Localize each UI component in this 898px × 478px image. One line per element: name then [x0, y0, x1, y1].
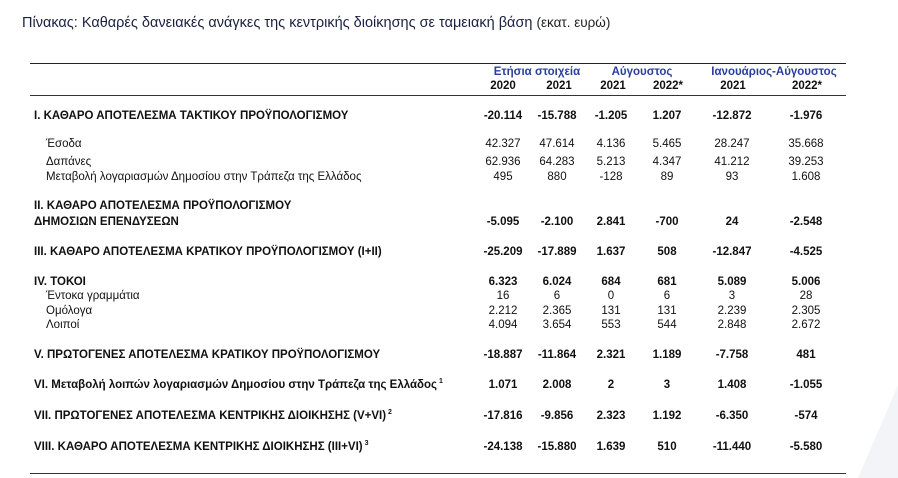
- cell-value: 2.848: [717, 319, 747, 331]
- cell-value: -574: [794, 410, 818, 422]
- header-jan-aug: Ιανουάριος-Αύγουστος: [711, 66, 837, 78]
- cell-value: 131: [601, 305, 621, 317]
- cell-value: 2.365: [542, 305, 572, 317]
- row-label: Μεταβολή λογαριασμών Δημοσίου στην Τράπεζα της Ελλάδος: [46, 171, 362, 183]
- year-header: 2021: [546, 80, 572, 92]
- cell-value: 5.006: [791, 276, 821, 288]
- header-annual: Ετήσια στοιχεία: [493, 66, 581, 78]
- footnote-marker: 2: [386, 409, 392, 417]
- year-header: 2022*: [652, 80, 684, 92]
- cell-value: 1.639: [596, 441, 626, 453]
- cell-value: 64.283: [539, 156, 575, 168]
- cell-value: 47.614: [539, 138, 575, 150]
- cell-value: 1.192: [652, 410, 682, 422]
- cell-value: 0: [607, 290, 615, 302]
- row-label: V. ΠΡΩΤΟΓΕΝΕΣ ΑΠΟΤΕΛΕΣΜΑ ΚΡΑΤΙΚΟΥ ΠΡΟΫΠΟΛΟΓΙΣΜΟΥ: [34, 349, 381, 361]
- cell-value: 508: [657, 246, 677, 258]
- cell-value: -11.864: [537, 349, 577, 361]
- cell-value: 2: [607, 379, 615, 391]
- row-label: VII. ΠΡΩΤΟΓΕΝΕΣ ΑΠΟΤΕΛΕΣΜΑ ΚΕΝΤΡΙΚΗΣ ΔΙΟΙΚΗΣΗΣ (V+VI) $^2$: [34, 409, 392, 422]
- header-august: Αύγουστος: [611, 66, 673, 78]
- cell-value: 6.024: [542, 276, 572, 288]
- cell-value: -700: [655, 216, 679, 228]
- cell-value: -11.440: [712, 441, 752, 453]
- cell-value: 4.347: [652, 156, 682, 168]
- cell-value: -6.350: [715, 410, 749, 422]
- cell-value: 28: [799, 290, 813, 302]
- cell-value: 2.239: [717, 305, 747, 317]
- cell-value: 4.136: [596, 138, 626, 150]
- cell-value: 3.654: [542, 319, 572, 331]
- row-label: Δαπάνες: [46, 156, 92, 168]
- header-rule: [30, 95, 846, 96]
- cell-value: -2.100: [540, 216, 574, 228]
- year-header: 2021: [720, 80, 746, 92]
- cell-value: 2.305: [791, 305, 821, 317]
- cell-value: -5.095: [486, 216, 520, 228]
- cell-value: 5.089: [717, 276, 747, 288]
- cell-value: 2.323: [596, 410, 626, 422]
- row-label: IV. ΤΟΚΟΙ: [34, 276, 86, 288]
- row-label: Ομόλογα: [46, 305, 93, 317]
- cell-value: -15.880: [537, 441, 577, 453]
- cell-value: 4.094: [488, 319, 518, 331]
- top-rule: [30, 63, 846, 64]
- cell-value: 35.668: [788, 138, 824, 150]
- cell-value: 62.936: [485, 156, 521, 168]
- cell-value: -17.816: [483, 410, 523, 422]
- cell-value: 495: [493, 171, 513, 183]
- cell-value: -9.856: [540, 410, 574, 422]
- row-label: Λοιποί: [46, 319, 80, 331]
- cell-value: -7.758: [715, 349, 749, 361]
- cell-value: 42.327: [485, 138, 521, 150]
- cell-value: -15.788: [537, 110, 577, 122]
- year-header: 2021: [600, 80, 626, 92]
- cell-value: 553: [601, 319, 621, 331]
- cell-value: -128: [599, 171, 623, 183]
- cell-value: 16: [496, 290, 510, 302]
- cell-value: 684: [601, 276, 621, 288]
- cell-value: 89: [660, 171, 674, 183]
- cell-value: 3: [728, 290, 736, 302]
- cell-value: 1.071: [488, 379, 518, 391]
- cell-value: 93: [725, 171, 739, 183]
- cell-value: 510: [657, 441, 677, 453]
- cell-value: 1.408: [717, 379, 747, 391]
- cell-value: 6: [663, 290, 671, 302]
- cell-value: 2.008: [542, 379, 572, 391]
- cell-value: 2.841: [596, 216, 626, 228]
- table-title: [22, 15, 610, 31]
- row-label: ΔΗΜΟΣΙΩΝ ΕΠΕΝΔΥΣΕΩΝ: [34, 216, 179, 228]
- cell-value: 6: [553, 290, 561, 302]
- cell-value: 681: [657, 276, 677, 288]
- footnote-marker: 3: [362, 440, 369, 448]
- row-label: VIII. ΚΑΘΑΡΟ ΑΠΟΤΕΛΕΣΜΑ ΚΕΝΤΡΙΚΗΣ ΔΙΟΙΚΗΣΗΣ (III+VI) $^3$: [34, 440, 369, 453]
- row-label: II. ΚΑΘΑΡΟ ΑΠΟΤΕΛΕΣΜΑ ΠΡΟΫΠΟΛΟΓΙΣΜΟΥ: [34, 200, 292, 212]
- footnote-marker: 1: [437, 378, 443, 386]
- row-label: VI. Μεταβολή λοιπών λογαριασμών Δημοσίου στην Τράπεζα της Ελλάδος $^1$: [34, 378, 443, 391]
- cell-value: -12.847: [712, 246, 752, 258]
- cell-value: -1.976: [789, 110, 823, 122]
- cell-value: 6.323: [488, 276, 518, 288]
- row-label: Έσοδα: [46, 138, 82, 150]
- row-label: I. ΚΑΘΑΡΟ ΑΠΟΤΕΛΕΣΜΑ ΤΑΚΤΙΚΟΥ ΠΡΟΫΠΟΛΟΓΙΣΜΟΥ: [34, 110, 349, 122]
- cell-value: 544: [657, 319, 677, 331]
- cell-value: -17.889: [537, 246, 577, 258]
- cell-value: -4.525: [789, 246, 823, 258]
- cell-value: 28.247: [714, 138, 750, 150]
- cell-value: 1.207: [652, 110, 682, 122]
- cell-value: -1.055: [789, 379, 823, 391]
- cell-value: 1.608: [791, 171, 821, 183]
- cell-value: 2.321: [596, 349, 626, 361]
- cell-value: -5.580: [789, 441, 823, 453]
- cell-value: 24: [725, 216, 739, 228]
- unit-note: (εκατ. ευρώ): [536, 15, 611, 30]
- cell-value: 5.465: [652, 138, 682, 150]
- cell-value: -25.209: [483, 246, 523, 258]
- cell-value: 1.637: [596, 246, 626, 258]
- cell-value: 1.189: [652, 349, 682, 361]
- title-text: Πίνακας: Καθαρές δανειακές ανάγκες της κεντρικής διοίκησης σε ταμειακή βάση: [22, 15, 533, 31]
- row-label: III. ΚΑΘΑΡΟ ΑΠΟΤΕΛΕΣΜΑ ΚΡΑΤΙΚΟΥ ΠΡΟΫΠΟΛΟΓΙΣΜΟΥ (I+II): [34, 246, 382, 258]
- cell-value: -2.548: [789, 216, 823, 228]
- cell-value: -20.114: [483, 110, 523, 122]
- cell-value: -1.205: [594, 110, 628, 122]
- corner-decoration: [858, 385, 898, 478]
- row-label: Έντοκα γραμμάτια: [46, 290, 140, 302]
- cell-value: -12.872: [712, 110, 752, 122]
- bottom-rule: [30, 473, 846, 474]
- cell-value: 2.212: [488, 305, 518, 317]
- cell-value: 5.213: [596, 156, 626, 168]
- cell-value: 41.212: [714, 156, 750, 168]
- cell-value: -18.887: [483, 349, 523, 361]
- cell-value: 880: [547, 171, 567, 183]
- cell-value: 481: [796, 349, 816, 361]
- year-header: 2020: [490, 80, 516, 92]
- cell-value: 131: [657, 305, 677, 317]
- year-header: 2022*: [791, 80, 823, 92]
- cell-value: 2.672: [791, 319, 821, 331]
- cell-value: 3: [663, 379, 671, 391]
- cell-value: 39.253: [788, 156, 824, 168]
- cell-value: -24.138: [483, 441, 523, 453]
